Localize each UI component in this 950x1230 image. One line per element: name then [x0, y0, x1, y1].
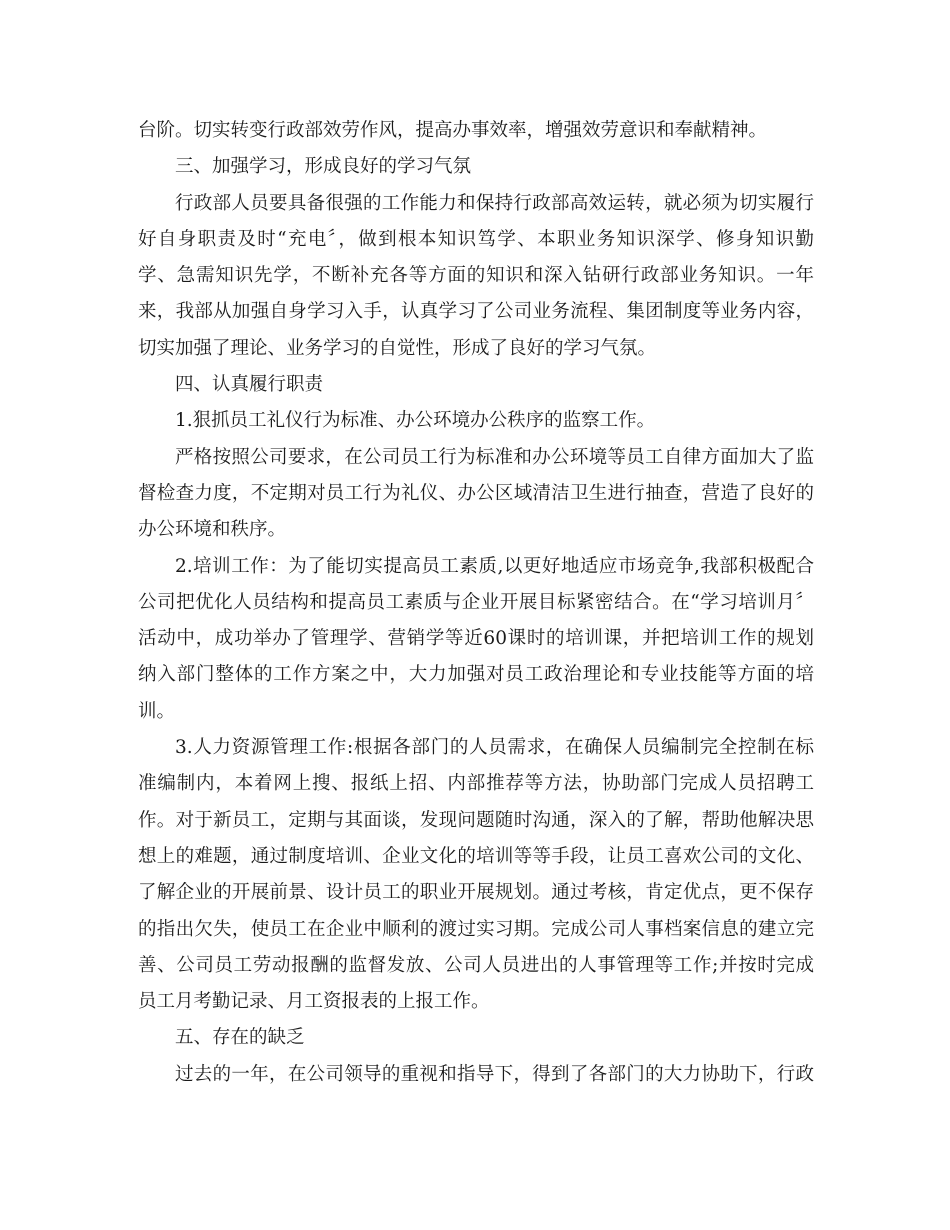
text-line: 五、存在的缺乏 [175, 1027, 305, 1049]
text-line: 切实加强了理论、业务学习的自觉性，形成了良好的学习气氛。 [138, 337, 657, 359]
text-line: 3.人力资源管理工作:根据各部门的人员需求，在确保人员编制完全控制在标 [175, 737, 814, 759]
text-line: 严格按照公司要求，在公司员工行为标准和办公环境等员工自律方面加大了监 [175, 446, 814, 468]
text-line: 作。对于新员工，定期与其面谈，发现问题随时沟通，深入的了解，帮助他解决思 [138, 809, 814, 831]
text-line: 四、认真履行职责 [175, 374, 324, 396]
text-line: 行政部人员要具备很强的工作能力和保持行政部高效运转，就必须为切实履行 [175, 192, 814, 214]
text-line: 想上的难题，通过制度培训、企业文化的培训等等手段，让员工喜欢公司的文化、 [138, 845, 814, 867]
text-line: 2.培训工作：为了能切实提高员工素质,以更好地适应市场竞争,我部积极配合 [175, 555, 814, 577]
text-line: 三、加强学习，形成良好的学习气氛 [175, 156, 472, 178]
text-line: 活动中，成功举办了管理学、营销学等近60课时的培训课，并把培训工作的规划 [138, 628, 814, 650]
text-line: 1.狠抓员工礼仪行为标准、办公环境办公秩序的监察工作。 [175, 410, 656, 432]
text-line: 来，我部从加强自身学习入手，认真学习了公司业务流程、集团制度等业务内容， [138, 301, 814, 323]
text-line: 了解企业的开展前景、设计员工的职业开展规划。通过考核，肯定优点，更不保存 [138, 882, 814, 904]
document-page [138, 113, 814, 1093]
text-line: 过去的一年，在公司领导的重视和指导下，得到了各部门的大力协助下，行政 [175, 1063, 814, 1085]
text-line: 台阶。切实转变行政部效劳作风，提高办事效率，增强效劳意识和奉献精神。 [138, 120, 768, 141]
text-line: 办公环境和秩序。 [138, 519, 287, 541]
text-line: 好自身职责及时“充电〞，做到根本知识笃学、本职业务知识深学、修身知识勤 [138, 228, 814, 250]
text-line: 的指出欠失，使员工在企业中顺利的渡过实习期。完成公司人事档案信息的建立完 [138, 918, 814, 940]
text-line: 公司把优化人员结构和提高员工素质与企业开展目标紧密结合。在“学习培训月〞 [138, 591, 814, 613]
text-line: 员工月考勤记录、月工资报表的上报工作。 [138, 991, 490, 1013]
text-line: 准编制内，本着网上搜、报纸上招、内部推荐等方法，协助部门完成人员招聘工 [138, 773, 814, 795]
text-line: 督检查力度，不定期对员工行为礼仪、办公区域清洁卫生进行抽查，营造了良好的 [138, 482, 814, 504]
text-line: 善、公司员工劳动报酬的监督发放、公司人员进出的人事管理等工作;并按时完成 [138, 954, 814, 976]
text-line: 训。 [138, 700, 176, 722]
text-line: 学、急需知识先学，不断补充各等方面的知识和深入钻研行政部业务知识。一年 [138, 265, 814, 287]
text-line: 纳入部门整体的工作方案之中，大力加强对员工政治理论和专业技能等方面的培 [138, 664, 814, 686]
